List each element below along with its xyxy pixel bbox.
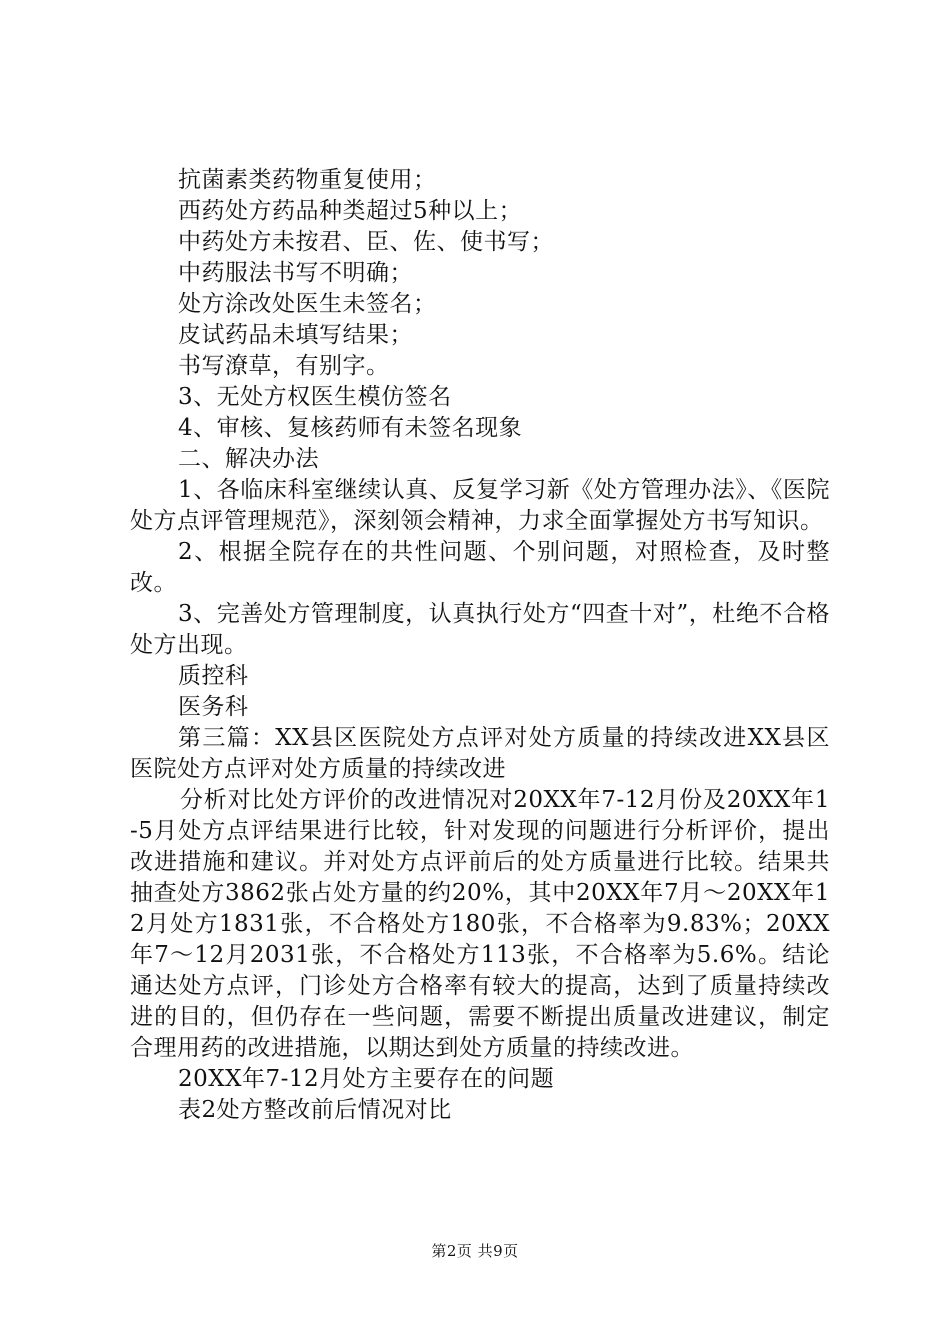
solution-paragraph: 2、根据全院存在的共性问题、个别问题，对照检查，及时整改。 bbox=[130, 539, 830, 596]
signature-medical-affairs: 医务科 bbox=[178, 694, 249, 720]
section-heading: 二、解决办法 bbox=[178, 446, 319, 472]
list-item: 皮试药品未填写结果； bbox=[178, 322, 413, 348]
signature-quality-control: 质控科 bbox=[178, 663, 249, 689]
article-body: 分析对比处方评价的改进情况对20XX年7-12月份及20XX年1-5月处方点评结果进行比较，针对发现的问题进行分析评价，提出改进措施和建议。并对处方点评前后的处方质量进行比较。结果共抽查处方3862张占处方量的约20%，其中20XX年7月～20XX年12月处方1831张，不合格处方180张，不合格率为9.83%；20XX年7～12月2031张，不合格处方113张，不合格率为5.6%。结论通达处方点评，门诊处方合格率有较大的提高，达到了质量持续改进的目的，但仍存在一些问题，需要不断提出质量改进建议，制定合理用药的改进措施，以期达到处方质量的持续改进。 bbox=[130, 787, 830, 1061]
list-item: 处方涂改处医生未签名； bbox=[178, 291, 437, 317]
list-item: 中药服法书写不明确； bbox=[178, 260, 413, 286]
list-item: 书写潦草，有别字。 bbox=[178, 353, 390, 379]
problems-heading: 20XX年7-12月处方主要存在的问题 bbox=[178, 1066, 555, 1092]
list-item: 西药处方药品种类超过5种以上； bbox=[178, 198, 523, 224]
list-item: 3、无处方权医生模仿签名 bbox=[178, 384, 452, 410]
document-body bbox=[130, 165, 830, 1126]
list-item: 中药处方未按君、臣、佐、使书写； bbox=[178, 229, 554, 255]
article-title: 第三篇：XX县区医院处方点评对处方质量的持续改进XX县区医院处方点评对处方质量的持续改进 bbox=[130, 725, 830, 782]
solution-paragraph: 3、完善处方管理制度，认真执行处方“四查十对”，杜绝不合格处方出现。 bbox=[130, 601, 830, 658]
list-item: 4、审核、复核药师有未签名现象 bbox=[178, 415, 523, 441]
list-item: 抗菌素类药物重复使用； bbox=[178, 167, 437, 193]
page-footer: 第2页 共9页 bbox=[431, 1242, 519, 1260]
solution-paragraph: 1、各临床科室继续认真、反复学习新《处方管理办法》、《医院处方点评管理规范》，深刻领会精神，力求全面掌握处方书写知识。 bbox=[130, 477, 830, 534]
table-caption: 表2处方整改前后情况对比 bbox=[178, 1097, 452, 1123]
